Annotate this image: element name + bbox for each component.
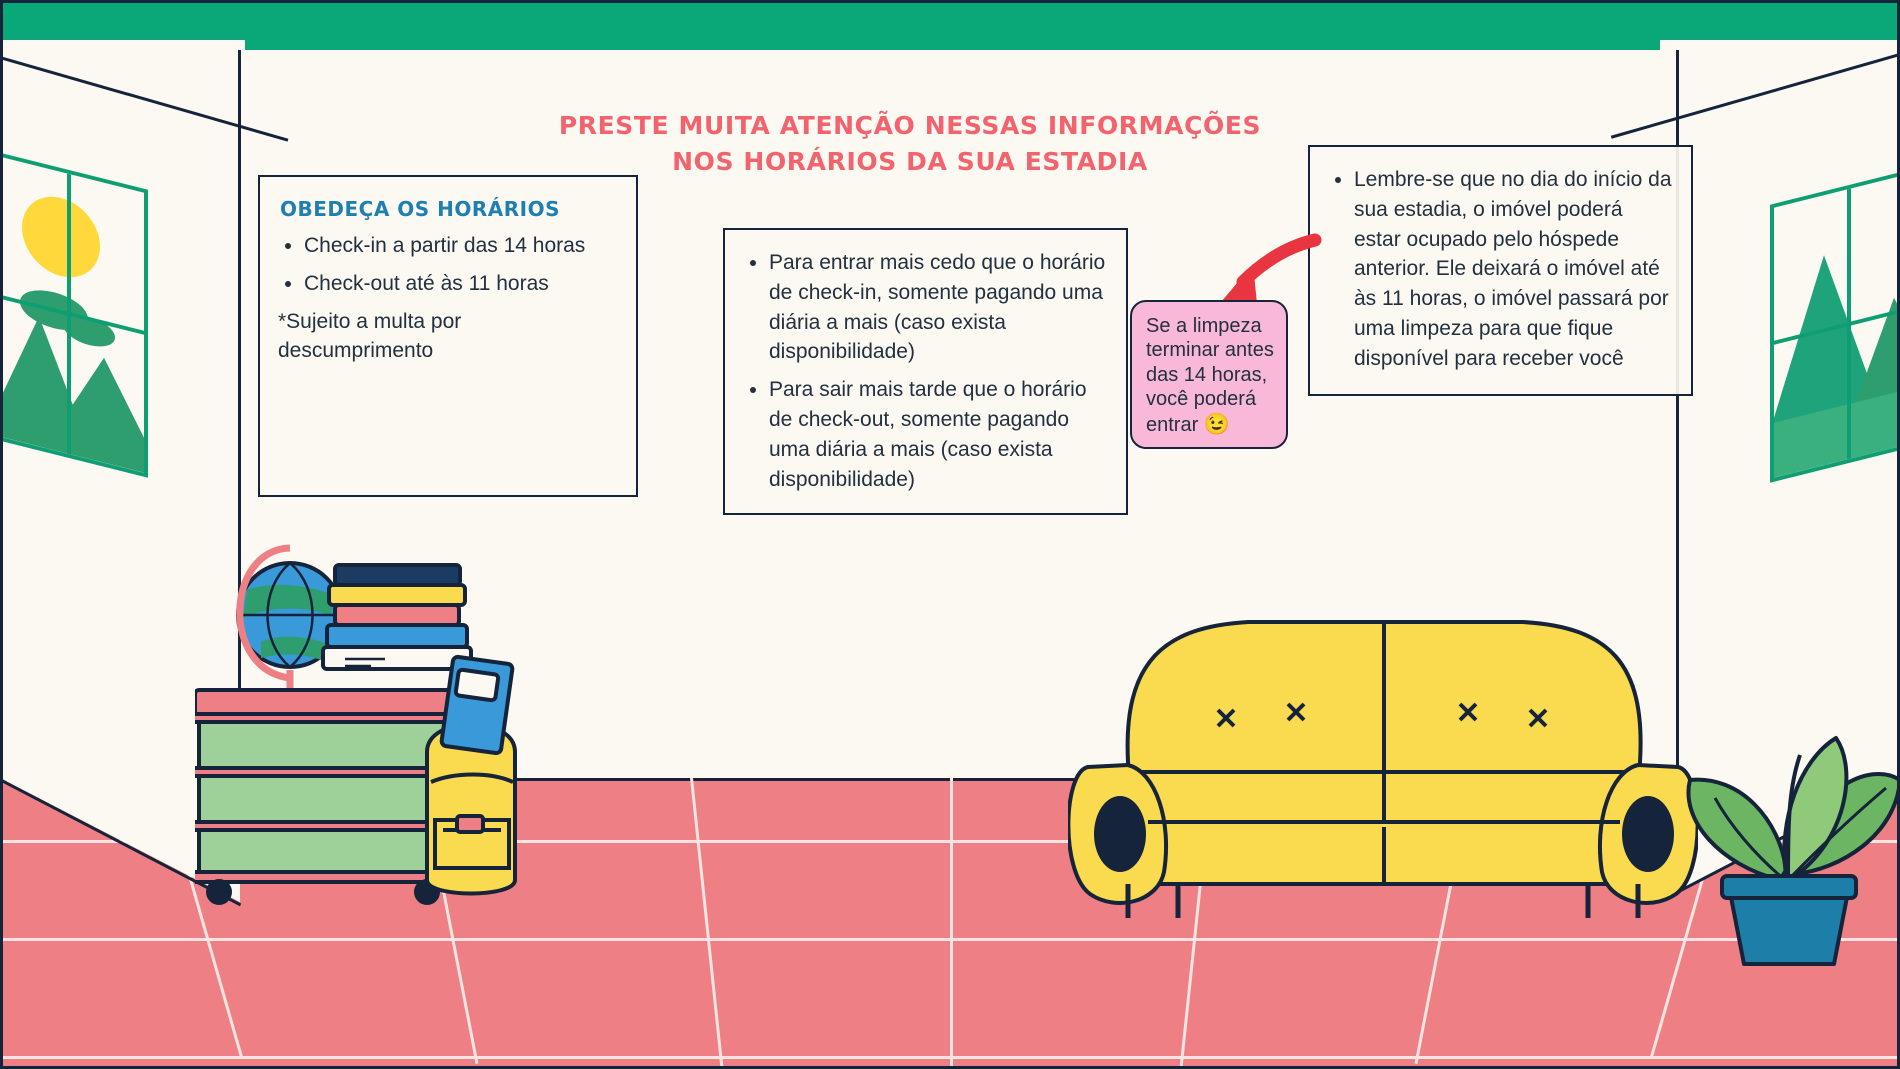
callout-cleaning-note <box>1130 300 1288 449</box>
panel-left-note: *Sujeito a multa por descumprimento <box>278 309 462 363</box>
page-title <box>520 108 1300 181</box>
panel-schedule-rules <box>258 175 638 497</box>
potted-plant-icon <box>1660 630 1900 980</box>
window-left <box>0 150 148 477</box>
panel-left-list <box>278 231 618 299</box>
window-right <box>1770 165 1900 482</box>
panel-right-list <box>1328 165 1673 374</box>
list-item: • Para entrar mais cedo que o horário de check-in, somente pagando uma diária a mais (caso exista disponibilidade) <box>769 248 1108 367</box>
panel-early-late-policy <box>723 228 1128 515</box>
list-item: • Check-in a partir das 14 horas <box>304 231 618 261</box>
sofa-icon <box>1068 572 1698 942</box>
books-icon <box>323 565 471 669</box>
page-title-line-2: NOS HORÁRIOS DA SUA ESTADIA <box>672 147 1148 177</box>
page-title-line-1: PRESTE MUITA ATENÇÃO NESSAS INFORMAÇÕES <box>558 111 1262 140</box>
list-item: • Check-out até às 11 horas <box>304 269 618 299</box>
dresser-and-desk-items <box>195 520 625 940</box>
panel-middle-list <box>743 248 1108 495</box>
callout-text: Se a limpeza terminar antes das 14 horas, você poderá entrar <box>1146 315 1274 436</box>
panel-left-title: OBEDEÇA OS HORÁRIOS <box>280 197 561 221</box>
wink-emoji-icon: 😉 <box>1203 412 1230 436</box>
panel-previous-guest-info <box>1308 145 1693 396</box>
list-item: • Para sair mais tarde que o horário de check-out, somente pagando uma diária a mais (caso exista disponibilidade) <box>769 375 1108 494</box>
list-item: • Lembre-se que no dia do início da sua estadia, o imóvel poderá estar ocupado pelo hóspede anterior. Ele deixará o imóvel até às 11 horas, o imóvel passará por uma limpeza para que fique disponível para receber você <box>1354 165 1673 374</box>
